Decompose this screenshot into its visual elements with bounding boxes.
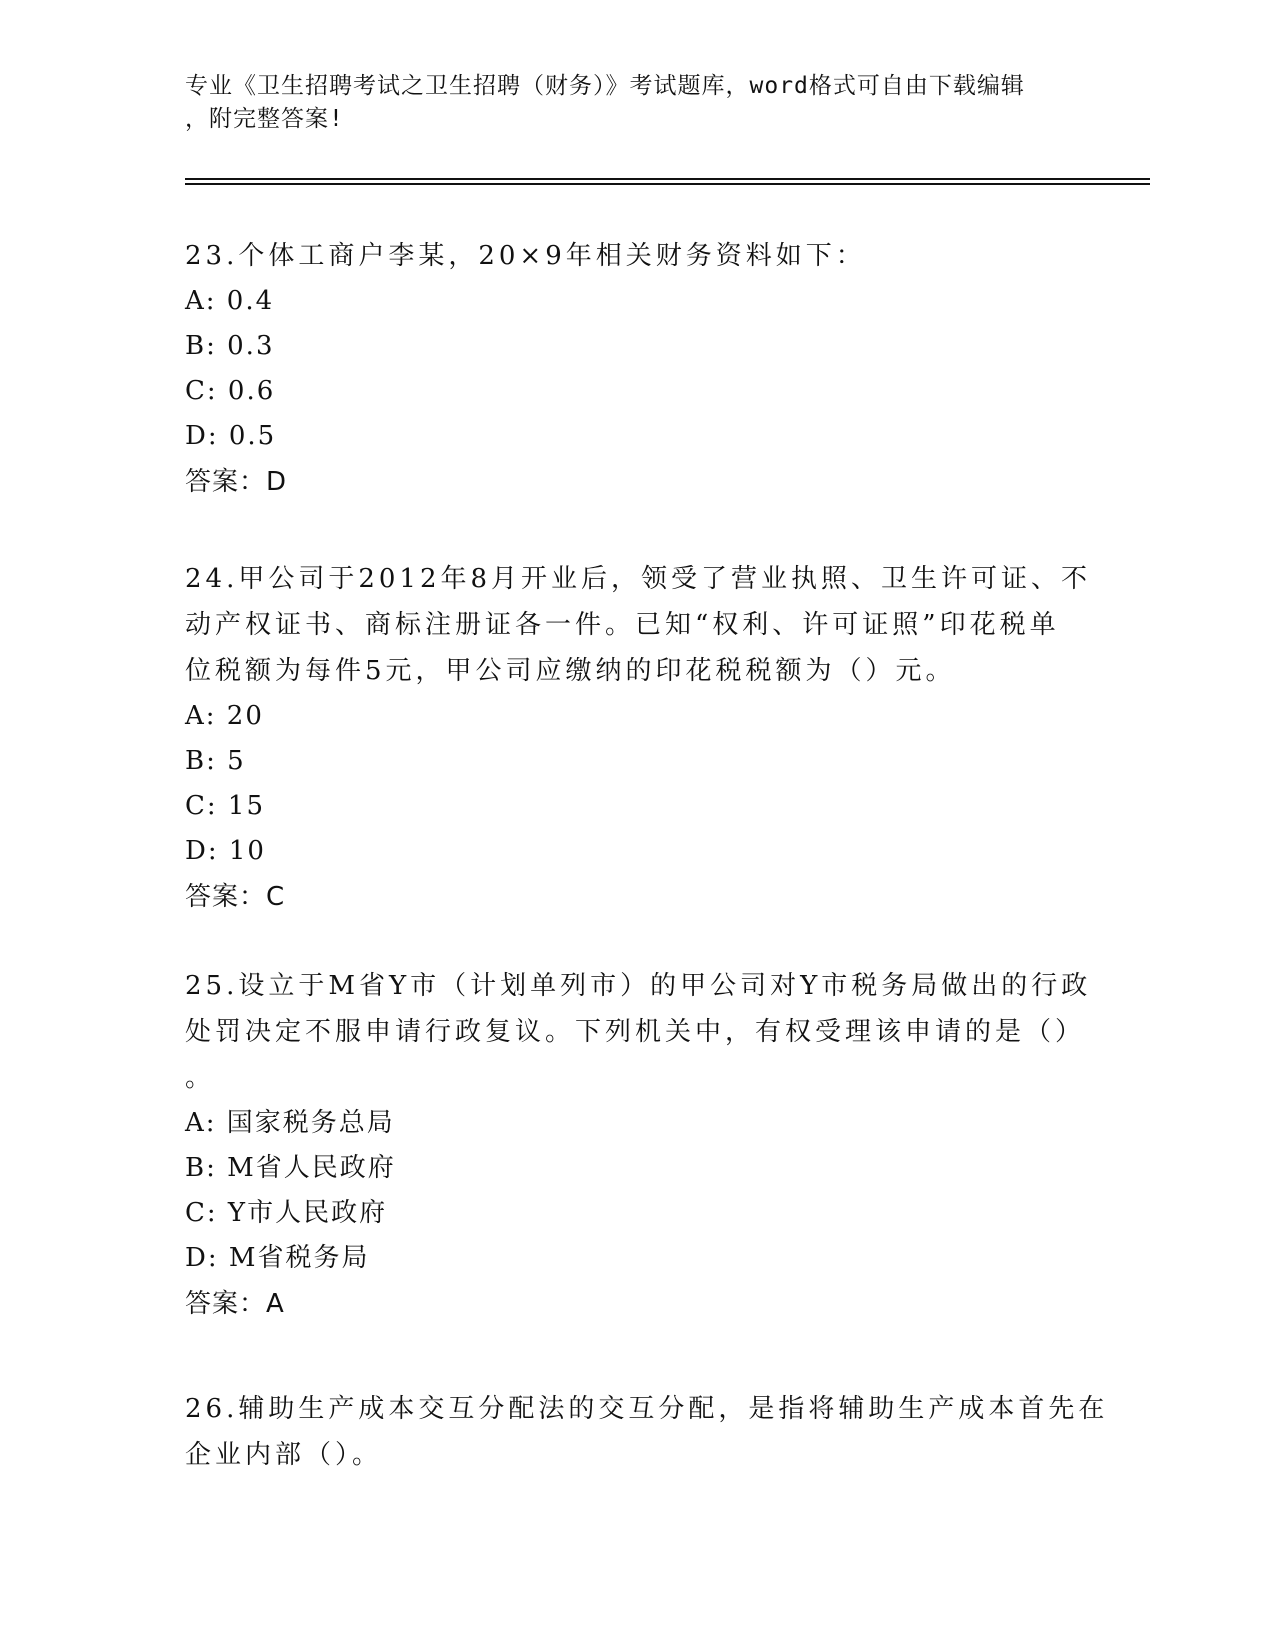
header-line-1: 专业《卫生招聘考试之卫生招聘（财务）》考试题库，word格式可自由下载编辑 (185, 73, 1025, 99)
question-stem-line: 企业内部（）。 (185, 1440, 383, 1470)
question-23 (185, 233, 1085, 505)
header-line-2: ，附完整答案! (185, 106, 344, 132)
option-b: B: 0.3 (185, 331, 275, 361)
header-divider-top (185, 178, 1150, 180)
option-d: D: M省税务局 (185, 1243, 370, 1273)
option-a: A: 国家税务总局 (185, 1108, 395, 1138)
option-b: B: 5 (185, 746, 246, 776)
option-d: D: 10 (185, 836, 266, 866)
answer-line: 答案：A (185, 1289, 285, 1319)
option-c: C: 0.6 (185, 376, 276, 406)
option-c: C: 15 (185, 791, 266, 821)
question-stem-line: 26.辅助生产成本交互分配法的交互分配，是指将辅助生产成本首先在 (185, 1394, 1109, 1424)
option-a: A: 20 (185, 701, 264, 731)
answer-line: 答案：D (185, 467, 288, 497)
question-stem-line: 动产权证书、商标注册证各一件。已知“权利、许可证照”印花税单 (185, 610, 1060, 640)
question-25 (185, 963, 1092, 1327)
question-stem-line: 23.个体工商户李某，20×9年相关财务资料如下： (185, 241, 866, 271)
option-a: A: 0.4 (185, 286, 275, 316)
question-stem-line: 。 (185, 1063, 216, 1093)
question-stem-line: 位税额为每件5元，甲公司应缴纳的印花税税额为（）元。 (185, 656, 956, 686)
option-d: D: 0.5 (185, 421, 277, 451)
question-stem-line: 25.设立于M省Y市（计划单列市）的甲公司对Y市税务局做出的行政 (185, 971, 1092, 1001)
answer-line: 答案：C (185, 882, 286, 912)
question-stem-line: 24.甲公司于2012年8月开业后，领受了营业执照、卫生许可证、不 (185, 564, 1092, 594)
option-c: C: Y市人民政府 (185, 1198, 388, 1228)
question-stem-line: 处罚决定不服申请行政复议。下列机关中，有权受理该申请的是（） (185, 1017, 1086, 1047)
document-header (185, 70, 1085, 136)
question-24 (185, 556, 1092, 920)
header-divider-bottom (185, 183, 1150, 185)
option-b: B: M省人民政府 (185, 1153, 396, 1183)
question-26 (185, 1386, 1109, 1478)
